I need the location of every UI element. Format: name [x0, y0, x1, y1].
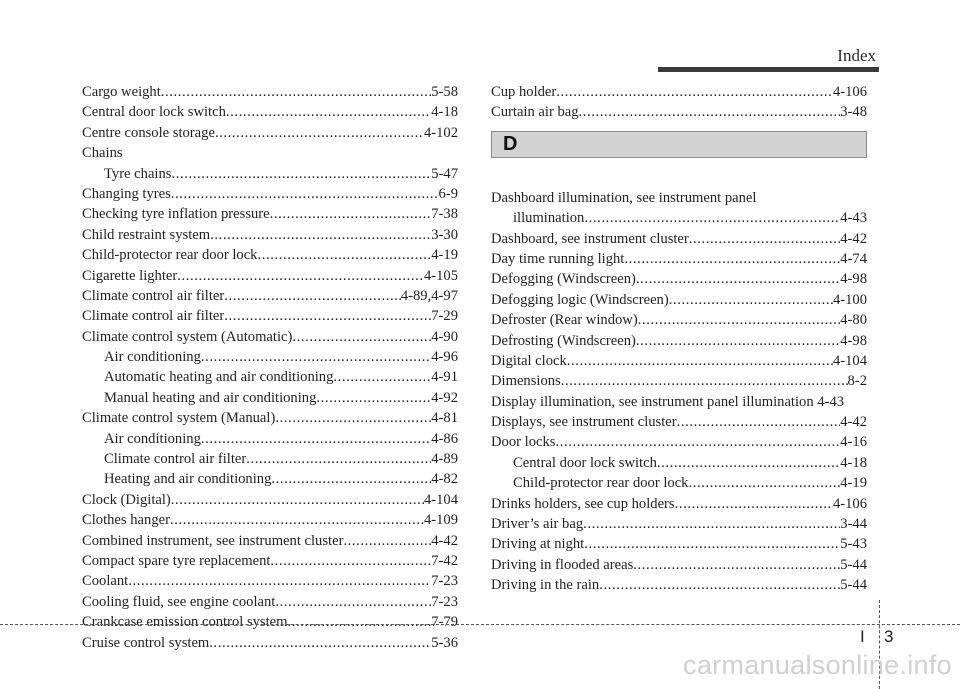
entry-term: Crankcase emission control system — [82, 614, 288, 631]
dot-leader — [689, 229, 840, 249]
dot-leader — [638, 310, 841, 330]
entry-term: Cooling fluid, see engine coolant — [82, 593, 276, 610]
dot-leader — [128, 571, 431, 591]
entry-term: Child restraint system — [82, 226, 211, 243]
entry-term: Tyre chains — [104, 165, 172, 182]
index-entry — [491, 514, 867, 534]
entry-page-ref: 4-42 — [840, 230, 867, 247]
index-entry — [82, 327, 458, 347]
entry-term: Driving in flooded areas — [491, 556, 634, 573]
index-entry — [82, 184, 458, 204]
header-rule — [658, 67, 879, 72]
index-entry — [491, 494, 867, 514]
dot-leader — [579, 102, 841, 122]
dot-leader — [257, 245, 431, 265]
dot-leader — [599, 575, 840, 595]
entry-term: Clock (Digital) — [82, 491, 171, 508]
entry-page-ref: 7-38 — [431, 206, 458, 223]
index-subentry — [82, 347, 458, 367]
entry-term: Day time running light — [491, 250, 625, 267]
entry-term: Automatic heating and air conditioning — [104, 369, 334, 386]
dot-leader — [271, 469, 431, 489]
entry-term: Dimensions — [491, 373, 561, 390]
entry-page-ref: 4-81 — [431, 410, 458, 427]
index-subentry — [82, 449, 458, 469]
index-subentry — [82, 429, 458, 449]
index-heading: Display illumination, see instrument panel illumination 4-43 — [491, 393, 845, 410]
index-entry — [82, 82, 458, 102]
index-entry — [82, 123, 458, 143]
entry-page-ref: 4-106 — [832, 495, 867, 512]
index-entry — [82, 204, 458, 224]
dot-leader — [201, 347, 431, 367]
index-entry — [82, 266, 458, 286]
dot-leader — [633, 555, 840, 575]
dot-leader — [688, 473, 840, 493]
index-heading: Dashboard illumination, see instrument panel — [491, 189, 757, 206]
dot-leader — [177, 266, 424, 286]
entry-page-ref: 4-43 — [840, 210, 867, 227]
entry-term: illumination — [513, 210, 585, 227]
entry-page-ref: 4-42 — [431, 532, 458, 549]
entry-term: Dashboard, see instrument cluster — [491, 230, 689, 247]
index-entry — [82, 510, 458, 530]
entry-term: Climate control air filter — [82, 308, 225, 325]
index-entry — [82, 286, 458, 306]
dot-leader — [210, 225, 431, 245]
entry-page-ref: 5-43 — [840, 536, 867, 553]
entry-term: Compact spare tyre replacement — [82, 552, 271, 569]
dot-leader — [583, 514, 840, 534]
index-subentry — [82, 367, 458, 387]
dot-leader — [226, 102, 431, 122]
dot-leader — [584, 534, 840, 554]
index-entry — [491, 229, 867, 249]
entry-page-ref: 4-89 — [431, 451, 458, 468]
index-entry — [491, 534, 867, 554]
entry-term: Checking tyre inflation pressure — [82, 206, 270, 223]
entry-term: Drinks holders, see cup holders — [491, 495, 675, 512]
index-subentry — [82, 388, 458, 408]
entry-page-ref: 7-42 — [431, 552, 458, 569]
index-entry — [82, 408, 458, 428]
dot-leader — [292, 327, 431, 347]
entry-page-ref: 5-47 — [431, 165, 458, 182]
entry-term: Climate control system (Manual) — [82, 410, 276, 427]
index-subentry — [82, 164, 458, 184]
dot-leader — [677, 412, 841, 432]
index-entry — [491, 269, 867, 289]
footer-rule — [0, 624, 960, 625]
dot-leader — [555, 432, 840, 452]
entry-term: Coolant — [82, 573, 129, 590]
section-letter-bar — [491, 131, 867, 158]
entry-term: Clothes hanger — [82, 512, 170, 529]
dot-leader — [675, 494, 833, 514]
entry-page-ref: 4-104 — [423, 491, 458, 508]
entry-page-ref: 3-30 — [431, 226, 458, 243]
dot-leader — [171, 164, 431, 184]
entry-page-ref: 4-19 — [840, 475, 867, 492]
dot-leader — [333, 367, 431, 387]
entry-term: Central door lock switch — [82, 104, 226, 121]
entry-page-ref: 4-89,4-97 — [400, 287, 458, 304]
entry-page-ref: 7-29 — [431, 308, 458, 325]
index-subentry — [491, 208, 867, 228]
entry-page-ref: 4-98 — [840, 332, 867, 349]
index-column-left — [82, 82, 458, 653]
entry-term: Centre console storage — [82, 124, 215, 141]
index-entry — [82, 551, 458, 571]
entry-term: Driving at night — [491, 536, 585, 553]
entry-term: Driver’s air bag — [491, 516, 584, 533]
entry-term: Defogging (Windscreen) — [491, 271, 636, 288]
index-entry — [82, 531, 458, 551]
entry-term: Child-protector rear door lock — [513, 475, 689, 492]
entry-term: Manual heating and air conditioning — [104, 389, 317, 406]
index-entry — [491, 249, 867, 269]
entry-term: Digital clock — [491, 352, 567, 369]
index-entry — [491, 575, 867, 595]
entry-term: Air conditioning — [104, 430, 201, 447]
index-entry — [82, 490, 458, 510]
dot-leader — [224, 286, 401, 306]
index-column-right — [491, 82, 867, 596]
entry-page-ref: 4-18 — [431, 104, 458, 121]
entry-page-ref: 4-18 — [840, 454, 867, 471]
entry-page-ref: 7-79 — [431, 614, 458, 631]
entry-page-ref: 4-19 — [431, 247, 458, 264]
entry-page-ref: 6-9 — [438, 185, 458, 202]
entry-page-ref: 3-48 — [840, 104, 867, 121]
entry-page-ref: 4-102 — [423, 124, 458, 141]
dot-leader — [636, 331, 840, 351]
dot-leader — [657, 453, 840, 473]
dot-leader — [556, 82, 833, 102]
index-entry — [491, 432, 867, 452]
dot-leader — [270, 204, 432, 224]
entry-page-ref: 4-109 — [423, 512, 458, 529]
index-entry — [491, 310, 867, 330]
index-entry — [491, 412, 867, 432]
dot-leader — [561, 371, 848, 391]
dot-leader — [270, 551, 431, 571]
page-title: Index — [837, 46, 876, 65]
dot-leader — [215, 123, 424, 143]
entry-page-ref: 4-42 — [840, 414, 867, 431]
entry-page-ref: 4-96 — [431, 349, 458, 366]
entry-page-ref: 4-80 — [840, 312, 867, 329]
entry-term: Combined instrument, see instrument cluster — [82, 532, 344, 549]
index-entry — [82, 612, 458, 632]
entry-term: Child-protector rear door lock — [82, 247, 258, 264]
entry-term: Defogging logic (Windscreen) — [491, 291, 669, 308]
entry-term: Air conditioning — [104, 349, 201, 366]
dot-leader — [567, 351, 833, 371]
entry-term: Climate control air filter — [82, 287, 225, 304]
entry-page-ref: 4-105 — [423, 267, 458, 284]
dot-leader — [246, 449, 431, 469]
dot-leader — [343, 531, 431, 551]
dot-leader — [636, 269, 840, 289]
dot-leader — [201, 429, 431, 449]
entry-page-ref: 4-74 — [840, 250, 867, 267]
entry-page-ref: 4-86 — [431, 430, 458, 447]
entry-page-ref: 4-104 — [832, 352, 867, 369]
index-entry — [491, 331, 867, 351]
index-entry — [491, 351, 867, 371]
index-entry — [491, 555, 867, 575]
entry-page-ref: 7-23 — [431, 593, 458, 610]
dot-leader — [584, 208, 840, 228]
entry-term: Climate control air filter — [104, 451, 247, 468]
dot-leader — [224, 306, 431, 326]
index-subentry — [491, 453, 867, 473]
page-number: 3 — [884, 627, 894, 646]
index-subentry — [82, 469, 458, 489]
footer-section-letter: I — [860, 627, 865, 646]
entry-term: Cruise control system — [82, 634, 210, 651]
index-entry — [491, 82, 867, 102]
index-group-c-continued — [491, 82, 867, 123]
entry-page-ref: 5-44 — [840, 556, 867, 573]
index-entry — [82, 633, 458, 653]
index-entry — [491, 371, 867, 391]
entry-term: Cup holder — [491, 84, 557, 100]
entry-term: Defrosting (Windscreen) — [491, 332, 636, 349]
dot-leader — [161, 82, 431, 102]
entry-page-ref: 4-82 — [431, 471, 458, 488]
index-entry — [82, 306, 458, 326]
entry-term: Defroster (Rear window) — [491, 312, 638, 329]
entry-page-ref: 4-92 — [431, 389, 458, 406]
index-entry — [82, 571, 458, 591]
entry-page-ref: 4-100 — [832, 291, 867, 308]
index-entry — [82, 102, 458, 122]
entry-page-ref: 5-44 — [840, 577, 867, 594]
index-entry — [82, 592, 458, 612]
index-entry — [491, 102, 867, 122]
entry-term: Heating and air conditioning — [104, 471, 272, 488]
dot-leader — [288, 612, 432, 632]
index-heading: Chains — [82, 145, 123, 162]
entry-page-ref: 3-44 — [840, 516, 867, 533]
entry-page-ref: 8-2 — [847, 373, 867, 390]
entry-term: Displays, see instrument cluster — [491, 414, 677, 431]
dot-leader — [275, 408, 431, 428]
entry-term: Climate control system (Automatic) — [82, 328, 293, 345]
watermark-text: carmanualsonline.info — [683, 650, 952, 680]
entry-page-ref: 4-90 — [431, 328, 458, 345]
entry-page-ref: 4-106 — [832, 84, 867, 100]
entry-page-ref: 4-16 — [840, 434, 867, 451]
entry-page-ref: 4-91 — [431, 369, 458, 386]
dot-leader — [171, 184, 439, 204]
dot-leader — [624, 249, 840, 269]
index-subentry — [491, 473, 867, 493]
entry-page-ref: 5-36 — [431, 634, 458, 651]
entry-page-ref: 7-23 — [431, 573, 458, 590]
entry-term: Changing tyres — [82, 185, 171, 202]
entry-term: Central door lock switch — [513, 454, 657, 471]
entry-term: Door locks — [491, 434, 556, 451]
entry-term: Cigarette lighter — [82, 267, 178, 284]
section-gap — [491, 168, 867, 188]
dot-leader — [669, 290, 833, 310]
dot-leader — [209, 633, 431, 653]
entry-term: Cargo weight — [82, 84, 161, 100]
index-entry — [491, 290, 867, 310]
dot-leader — [170, 510, 424, 530]
entry-page-ref: 4-98 — [840, 271, 867, 288]
dot-leader — [316, 388, 431, 408]
entry-term: Driving in the rain — [491, 577, 600, 594]
index-entry — [82, 245, 458, 265]
dot-leader — [171, 490, 424, 510]
dot-leader — [275, 592, 431, 612]
index-group-d — [491, 188, 867, 596]
entry-term: Curtain air bag — [491, 104, 579, 121]
section-letter: D — [503, 132, 518, 155]
entry-page-ref: 5-58 — [431, 84, 458, 100]
index-entry — [82, 225, 458, 245]
